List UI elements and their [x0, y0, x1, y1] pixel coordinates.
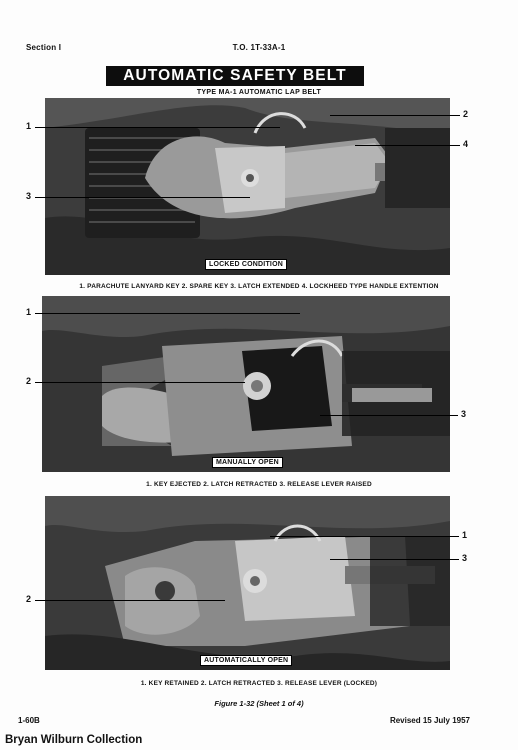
callout-1-panel-1: 1 — [26, 121, 32, 131]
page-title: AUTOMATIC SAFETY BELT — [106, 66, 364, 86]
callout-1-panel-2: 1 — [26, 307, 32, 317]
callout-3-panel-1: 3 — [26, 191, 32, 201]
collection-credit: Bryan Wilburn Collection — [5, 734, 143, 746]
leader-line — [320, 415, 458, 416]
section-label: Section I — [26, 43, 62, 52]
callout-3-panel-2: 3 — [461, 409, 467, 419]
document-number: T.O. 1T-33A-1 — [232, 43, 286, 52]
callout-2-panel-1: 2 — [463, 109, 469, 119]
caption-locked: 1. PARACHUTE LANYARD KEY 2. SPARE KEY 3. LATCH EXTENDED 4. LOCKHEED TYPE HANDLE EXTENTION — [79, 283, 439, 290]
leader-line — [35, 600, 225, 601]
callout-1-panel-3: 1 — [462, 530, 468, 540]
leader-line — [270, 536, 459, 537]
caption-automatically-open: 1. KEY RETAINED 2. LATCH RETRACTED 3. RELEASE LEVER (LOCKED) — [140, 680, 378, 687]
condition-label-manually-open: MANUALLY OPEN — [212, 457, 283, 468]
leader-line — [35, 382, 245, 383]
photo-locked-condition — [45, 98, 450, 275]
callout-2-panel-2: 2 — [26, 376, 32, 386]
leader-line — [35, 313, 300, 314]
condition-label-automatically-open: AUTOMATICALLY OPEN — [200, 655, 292, 666]
callout-3-panel-3: 3 — [462, 553, 468, 563]
leader-line — [35, 127, 280, 128]
leader-line — [355, 145, 460, 146]
caption-manually-open: 1. KEY EJECTED 2. LATCH RETRACTED 3. RELEASE LEVER RAISED — [146, 481, 372, 488]
page-number: 1-60B — [18, 716, 40, 725]
revision-date: Revised 15 July 1957 — [389, 716, 470, 725]
page-subtitle: TYPE MA-1 AUTOMATIC LAP BELT — [196, 89, 322, 96]
figure-caption: Figure 1-32 (Sheet 1 of 4) — [214, 699, 304, 708]
leader-line — [35, 197, 250, 198]
callout-4-panel-1: 4 — [463, 139, 469, 149]
leader-line — [330, 115, 460, 116]
photo-manually-open — [42, 296, 450, 472]
callout-2-panel-3: 2 — [26, 594, 32, 604]
photo-automatically-open — [45, 496, 450, 670]
condition-label-locked: LOCKED CONDITION — [205, 259, 287, 270]
leader-line — [330, 559, 459, 560]
